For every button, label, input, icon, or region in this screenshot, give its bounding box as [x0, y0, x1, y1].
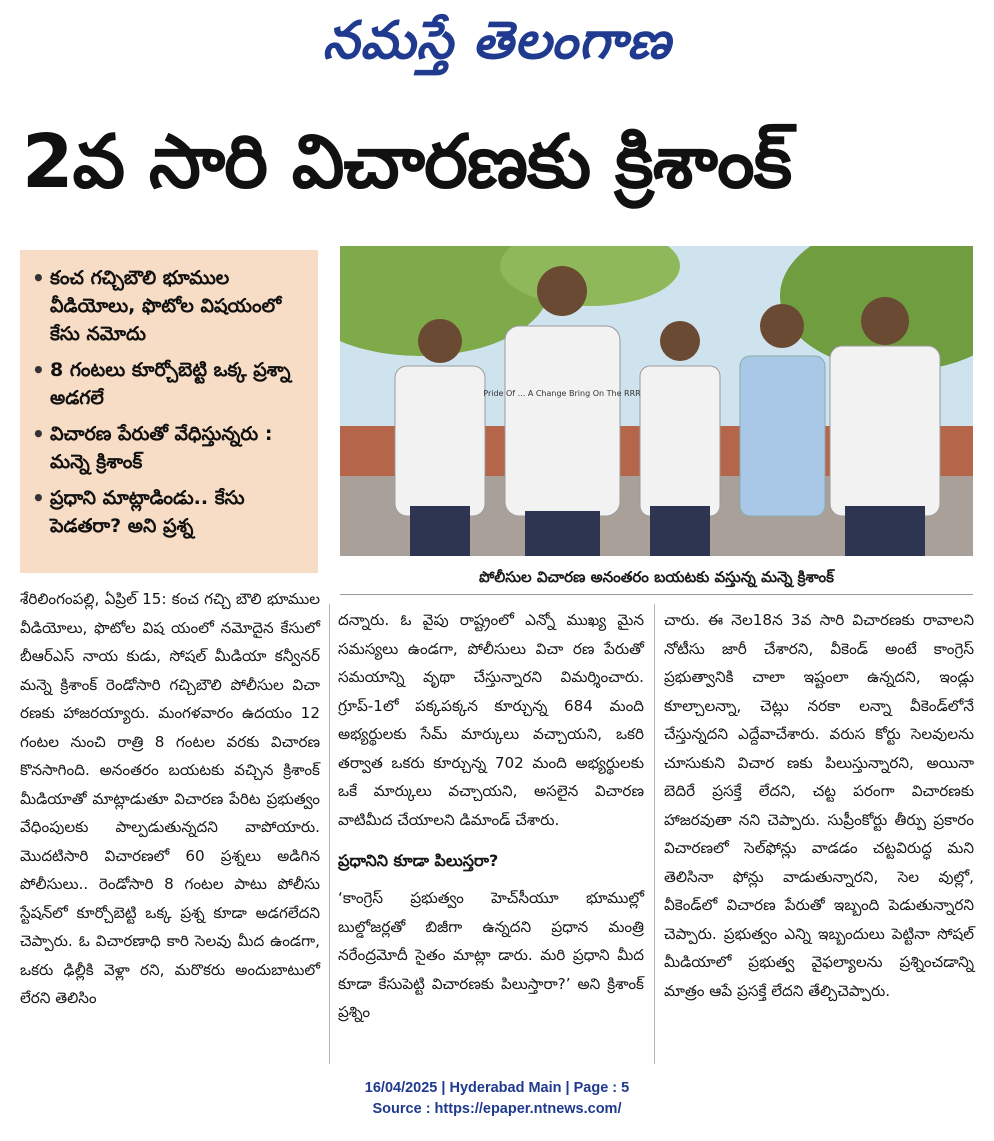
highlights-box: [20, 250, 318, 573]
article-paragraph: దన్నారు. ఓ వైపు రాష్ట్రంలో ఎన్నో ముఖ్య మైన సమస్యలు ఉండగా, పోలీసులు విచా రణ పేరుతో సమయాన్ని వృథా చేస్తున్నారని విమర్శించారు. గ్రూప్-1లో పక్కపక్కన కూర్చున్న 684 మంది అభ్యర్థులకు సేమ్ మార్కులు వచ్చాయని, ఒకరి తర్వాత ఒకరు కూర్చున్న 702 మంది అభ్యర్థులకు ఒకే మార్కులు వచ్చాయని, అసలైన విచారణ వాటిమీద చేయాలని డిమాండ్ చేశారు.: [338, 611, 644, 829]
bullet-icon: •: [32, 358, 45, 382]
highlight-text: 8 గంటలు కూర్చోబెట్టి ఒక్క ప్రశ్నా అడగలే: [50, 359, 291, 409]
news-photo: [340, 246, 973, 556]
article-paragraph: చారు. ఈ నెల18న 3వ సారి విచారణకు రావాలని నోటీసు జారీ చేశారని, వీకెండ్ అంటే కాంగ్రెస్ ప్రభుత్వానికి చాలా ఇష్టంలా ఉన్నదని, ఇండ్లు కూల్చాలన్నా, చెట్లు నరకా లన్నా వీకెండ్‌లోనే చేస్తున్నదని ఎద్దేవాచేశారు. వరుస కోర్టు సెలవులను చూసుకుని విచార ణకు పిలుస్తున్నారని, అయినా బెదిరే ప్రసక్తే లేదని, చట్ట పరంగా విచారణకు హాజరవుతా నని చెప్పారు. సుప్రీంకోర్టు తీర్పు ప్రకారం విచారణలో సెల్‌ఫోన్లు వాడడం చట్టవిరుద్ధ మని తెలిసినా ఫోన్లు వాడుతున్నారని, సెల వుల్లో, వీకెండ్‌లో విచారణ పేరుతో ఇబ్బంది పెడుతున్నారని చెప్పారు. ప్రభుత్వం ఎన్ని ఇబ్బందులు పెట్టినా సోషల్ మీడియాలో ప్రభుత్వ వైఫల్యాలను ప్రశ్నించడాన్ని మాత్రం ఆపే ప్రసక్తే లేదని తేల్చిచెప్పారు.: [664, 611, 974, 1000]
article-subhead: ప్రధానిని కూడా పిలుస్తరా?: [338, 851, 499, 870]
article-column-2: [338, 606, 644, 1027]
column-divider: [654, 604, 655, 1064]
highlight-text: ప్రధాని మాట్లాడిండు.. కేసు పెడతరా? అని ప్రశ్న: [50, 487, 245, 537]
shirt-print: Pride Of ... A Change Bring On The RRR: [483, 389, 641, 398]
article-paragraph: ‘కాంగ్రెస్ ప్రభుత్వం హెచ్‌సీయూ భూముల్లో బుల్డోజర్లతో బిజీగా ఉన్నదని ప్రధాన మంత్రి నరేంద్రమోదీ సైతం మాట్లా డారు. మరి ప్రధాని మీద కూడా కేసుపెట్టి విచారణకు పిలుస్తారా?’ అని క్రిశాంక్ ప్రశ్నిం: [338, 889, 644, 1021]
bullet-icon: •: [32, 486, 45, 510]
photo-illustration: [340, 246, 973, 556]
highlight-item: [32, 356, 310, 412]
newspaper-logo: నమస్తే తెలంగాణ: [322, 11, 672, 71]
page-footer: [0, 1078, 994, 1120]
photo-caption: పోలీసుల విచారణ అనంతరం బయటకు వస్తున్న మన్నె క్రిశాంక్: [340, 560, 973, 595]
headline: 2వ సారి విచారణకు క్రిశాంక్: [22, 119, 792, 205]
highlight-text: విచారణ పేరుతో వేధిస్తున్నరు : మన్నె క్రిశాంక్: [50, 423, 273, 473]
highlight-item: [32, 484, 310, 540]
masthead: [0, 0, 994, 84]
article-paragraph: శేరిలింగంపల్లి, ఏప్రిల్ 15: కంచ గచ్చి బౌలి భూముల వీడియోలు, ఫొటోల విష యంలో నమోదైన కేసులో బీఆర్ఎస్ నాయ కుడు, సోషల్ మీడియా కన్వీనర్ మన్నె క్రిశాంక్ రెండోసారి గచ్చిబౌలి పోలీసుల విచా రణకు హాజరయ్యారు. మంగళవారం ఉదయం 12 గంటల నుంచి రాత్రి 8 గంటల వరకు విచారణ కొనసాగింది. అనంతరం బయటకు వచ్చిన క్రిశాంక్ మీడియాతో మాట్లాడుతూ విచారణ పేరిట ప్రభుత్వం వేధింపులకు పాల్పడుతున్నదని వాపోయారు. మొదటిసారి విచారణలో 60 ప్రశ్నలు అడిగిన పోలీసులు.. రెండోసారి 8 గంటల పాటు పోలీసు స్టేషన్‌లో కూర్చోబెట్టి ఒక్క ప్రశ్న కూడా అడగలేదని చెప్పారు. ఓ విచారణాధి కారి సెలవు మీద ఉండగా, ఒకరు ఢిల్లీకి వెళ్లా రని, మరొకరు అందుబాటులో లేరని తెలిసిం: [20, 590, 320, 1007]
highlight-text: కంచ గచ్చిబౌలి భూముల వీడియోలు, ఫొటోల విషయంలో కేసు నమోదు: [50, 267, 282, 345]
article-column-3: [664, 606, 974, 1005]
article-column-1: [20, 585, 320, 1013]
footer-source-link[interactable]: Source : https://epaper.ntnews.com/: [372, 1101, 622, 1117]
column-divider: [329, 604, 330, 1064]
highlight-item: [32, 264, 310, 348]
bullet-icon: •: [32, 266, 45, 290]
highlight-item: [32, 420, 310, 476]
bullet-icon: •: [32, 422, 45, 446]
footer-edition-info: 16/04/2025 | Hyderabad Main | Page : 5: [364, 1080, 630, 1096]
